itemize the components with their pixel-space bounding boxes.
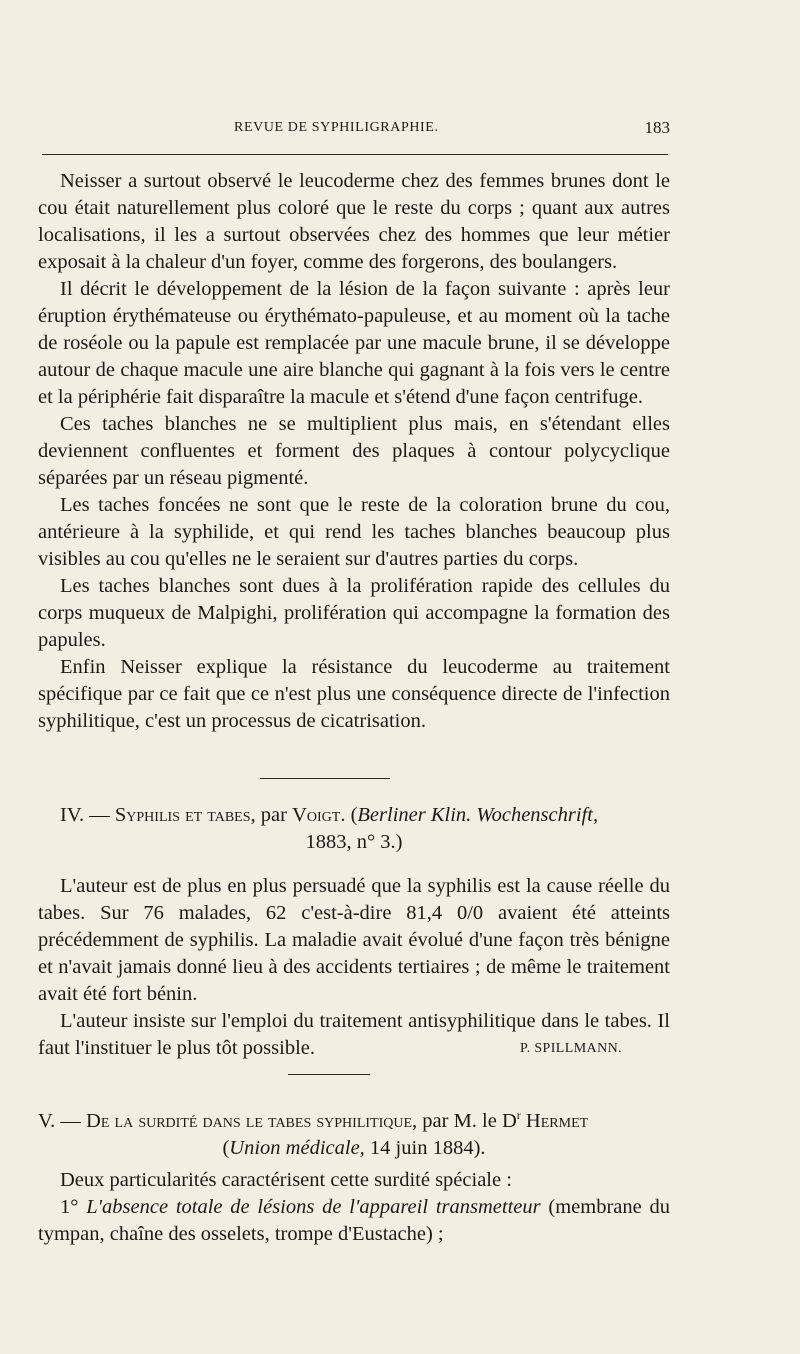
source-date: 14 juin 1884 xyxy=(369,1136,474,1159)
section-title: Syphilis et tabes, xyxy=(114,804,256,826)
section-author: Hermet xyxy=(525,1109,589,1132)
list-item-number: 1° xyxy=(60,1196,79,1218)
section-number: IV. — xyxy=(60,804,110,826)
running-head xyxy=(38,118,670,140)
section-iv-text xyxy=(38,873,670,1062)
source-issue: 1883, n° 3.) xyxy=(305,831,403,853)
signature: P. SPILLMANN. xyxy=(519,1041,622,1056)
paragraph: Les taches foncées ne sont que le reste de la coloration brune du cou, antérieure à la syphilide, et qui rend les taches blanches beaucoup plus visibles au cou qu'elles ne le seraient sur d'autres parties du corps. xyxy=(38,494,670,570)
paragraph xyxy=(38,1008,670,1062)
list-item-rest: (membrane du tympan, chaîne des osselets, trompe d'Eustache) ; xyxy=(38,1196,671,1245)
section-number: V. — xyxy=(38,1109,81,1132)
section-iv-heading xyxy=(38,802,670,856)
paragraph: Ces taches blanches ne se multiplient plus mais, en s'étendant elles deviennent confluentes et forment des plaques à contour polycyclique séparées par un réseau pigmenté. xyxy=(38,413,670,489)
section-divider xyxy=(260,778,390,779)
section-divider xyxy=(288,1074,370,1075)
source-journal: Union médicale, xyxy=(229,1136,365,1159)
list-item-emphasis: L'absence totale de lésions de l'appareil transmetteur xyxy=(86,1196,541,1218)
continued-section-text xyxy=(38,168,670,735)
page-number: 183 xyxy=(644,118,670,137)
section-by: par xyxy=(260,804,287,826)
list-item xyxy=(38,1194,670,1248)
author-title: D xyxy=(501,1109,517,1132)
source-journal: Berliner Klin. Wochenschrift, xyxy=(357,804,599,826)
paragraph: Deux particularités caractérisent cette surdité spéciale : xyxy=(60,1169,512,1191)
header-rule xyxy=(42,154,668,155)
section-v-heading xyxy=(38,1102,670,1162)
paragraph: Neisser a surtout observé le leucoderme chez des femmes brunes dont le cou était naturellement plus coloré que le reste du corps ; quant aux autres localisations, il les a surtout observées chez des hommes que leur métier exposait à la chaleur d'un foyer, comme des forgerons, des boulangers. xyxy=(38,170,670,273)
section-author: Voigt. xyxy=(292,804,346,826)
section-by: par M. le xyxy=(422,1109,497,1132)
section-title: De la surdité dans le tabes syphilitique, xyxy=(86,1109,418,1132)
section-v-text xyxy=(38,1167,670,1248)
paragraph: L'auteur est de plus en plus persuadé que la syphilis est la cause réelle du tabes. Sur 76 malades, 62 c'est-à-dire 81,4 0/0 avaient été atteints précédemment de syphilis. La maladie avait évolué d'une façon très bénigne et n'avait jamais donné lieu à des accidents tertiaires ; de même le traitement avait été fort bénin. xyxy=(38,875,670,1005)
last-paragraph-text: L'auteur insiste sur l'emploi du traitement antisyphilitique dans le tabes. Il faut l'instituer le plus tôt possible. xyxy=(38,1010,670,1059)
running-title: REVUE DE SYPHILIGRAPHIE. xyxy=(234,120,439,135)
author-title-sup: r xyxy=(516,1108,521,1122)
paragraph: Il décrit le développement de la lésion de la façon suivante : après leur éruption érythémateuse ou érythémato-papuleuse, et au moment où la tache de roséole ou la papule est remplacée par une macule brune, il se développe autour de chaque macule une aire blanche qui gagnant à la fois vers le centre et la périphérie fait disparaître la macule et s'étend d'une façon centrifuge. xyxy=(38,278,670,408)
source-line: (Union médicale, 14 juin 1884). xyxy=(222,1136,486,1159)
paragraph: Enfin Neisser explique la résistance du leucoderme au traitement spécifique par ce fait que ce n'est plus une conséquence directe de l'infection syphilitique, c'est un processus de cicatrisation. xyxy=(38,656,670,732)
paragraph: Les taches blanches sont dues à la prolifération rapide des cellules du corps muqueux de Malpighi, prolifération qui accompagne la formation des papules. xyxy=(38,575,670,651)
source-open-paren: ( xyxy=(350,804,358,826)
